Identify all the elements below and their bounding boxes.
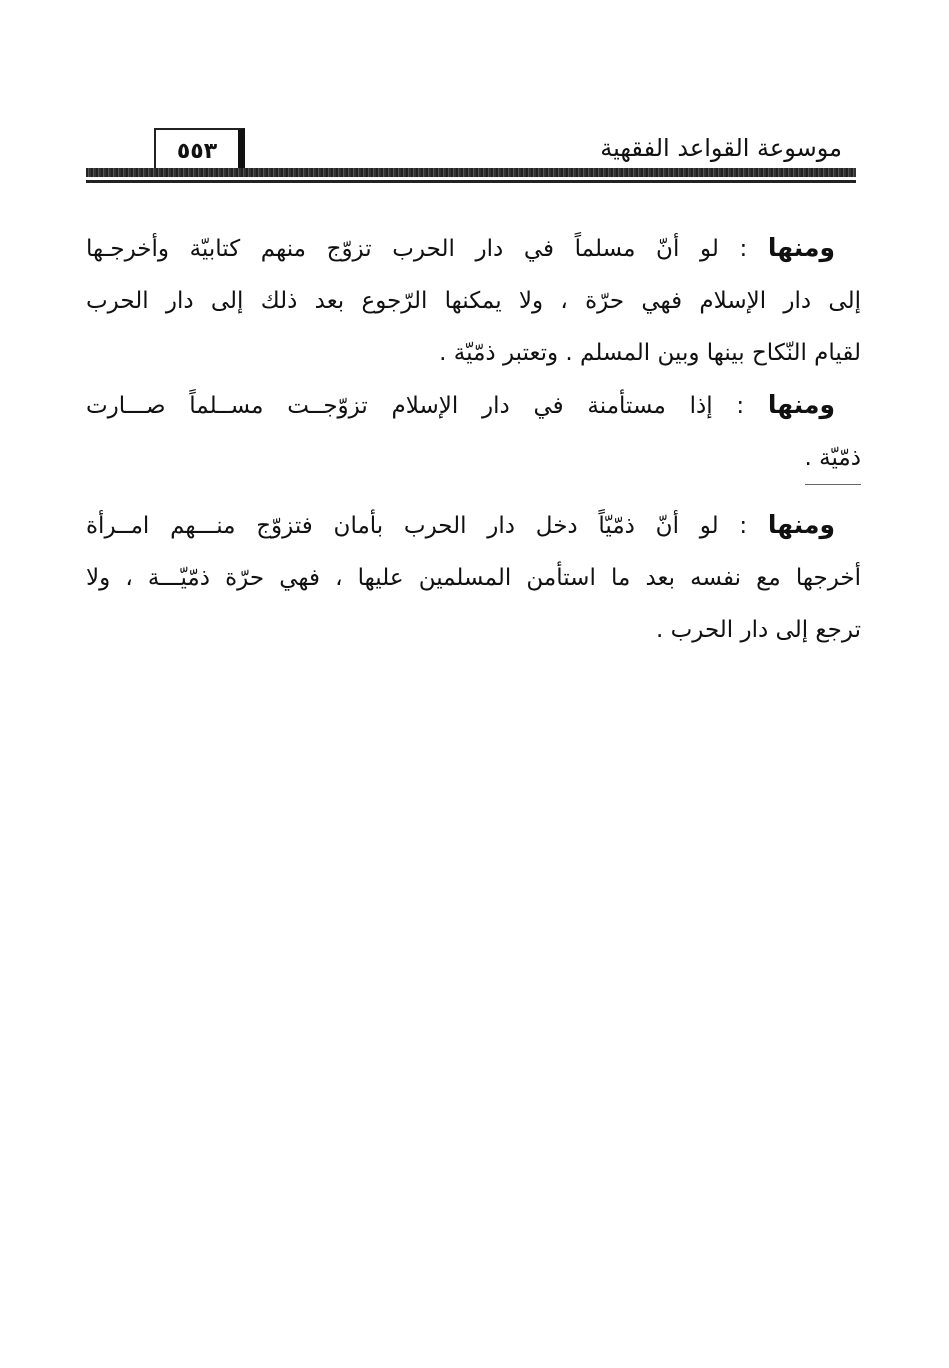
paragraph-2 (86, 379, 861, 485)
paragraph-line: أخرجها مع نفسه بعد ما استأمن المسلمين عليها ، فهي حرّة ذمّيّـــة ، ولا (86, 565, 861, 591)
paragraph-line (86, 432, 861, 485)
paragraph-line (86, 222, 861, 275)
header-rule-thick (86, 168, 856, 177)
page-number: ٥٥٣ (176, 139, 218, 164)
paragraph-lead: ومنها (767, 510, 836, 539)
paragraph-text: : إذا مستأمنة في دار الإسلام تزوّجــت مســلماً صـــارت (86, 393, 745, 419)
body-text (86, 222, 861, 656)
paragraph-lead: ومنها (767, 390, 835, 419)
paragraph-3 (86, 499, 861, 656)
page-header (86, 120, 856, 186)
paragraph-lead: ومنها (767, 233, 835, 262)
paragraph-line: إلى دار الإسلام فهي حرّة ، ولا يمكنها الرّجوع بعد ذلك إلى دار الحرب (86, 288, 861, 314)
paragraph-text: : لو أنّ ذمّيّاً دخل دار الحرب بأمان فتزوّج منـــهم امــرأة (86, 513, 748, 539)
paragraph-line: لقيام النّكاح بينها وبين المسلم . وتعتبر ذمّيّة . (439, 340, 861, 366)
paragraph-text: : لو أنّ مسلماً في دار الحرب تزوّج منهم كتابيّة وأخرجـها (86, 236, 748, 262)
header-rule-thin (86, 180, 856, 183)
paragraph-line (86, 379, 861, 432)
paragraph-1 (86, 222, 861, 379)
book-title: موسوعة القواعد الفقهية (600, 134, 842, 162)
paragraph-line: ترجع إلى دار الحرب . (655, 617, 861, 643)
page-number-box (154, 128, 245, 172)
paragraph-line (86, 499, 861, 552)
paragraph-text: ذمّيّة . (805, 432, 861, 485)
